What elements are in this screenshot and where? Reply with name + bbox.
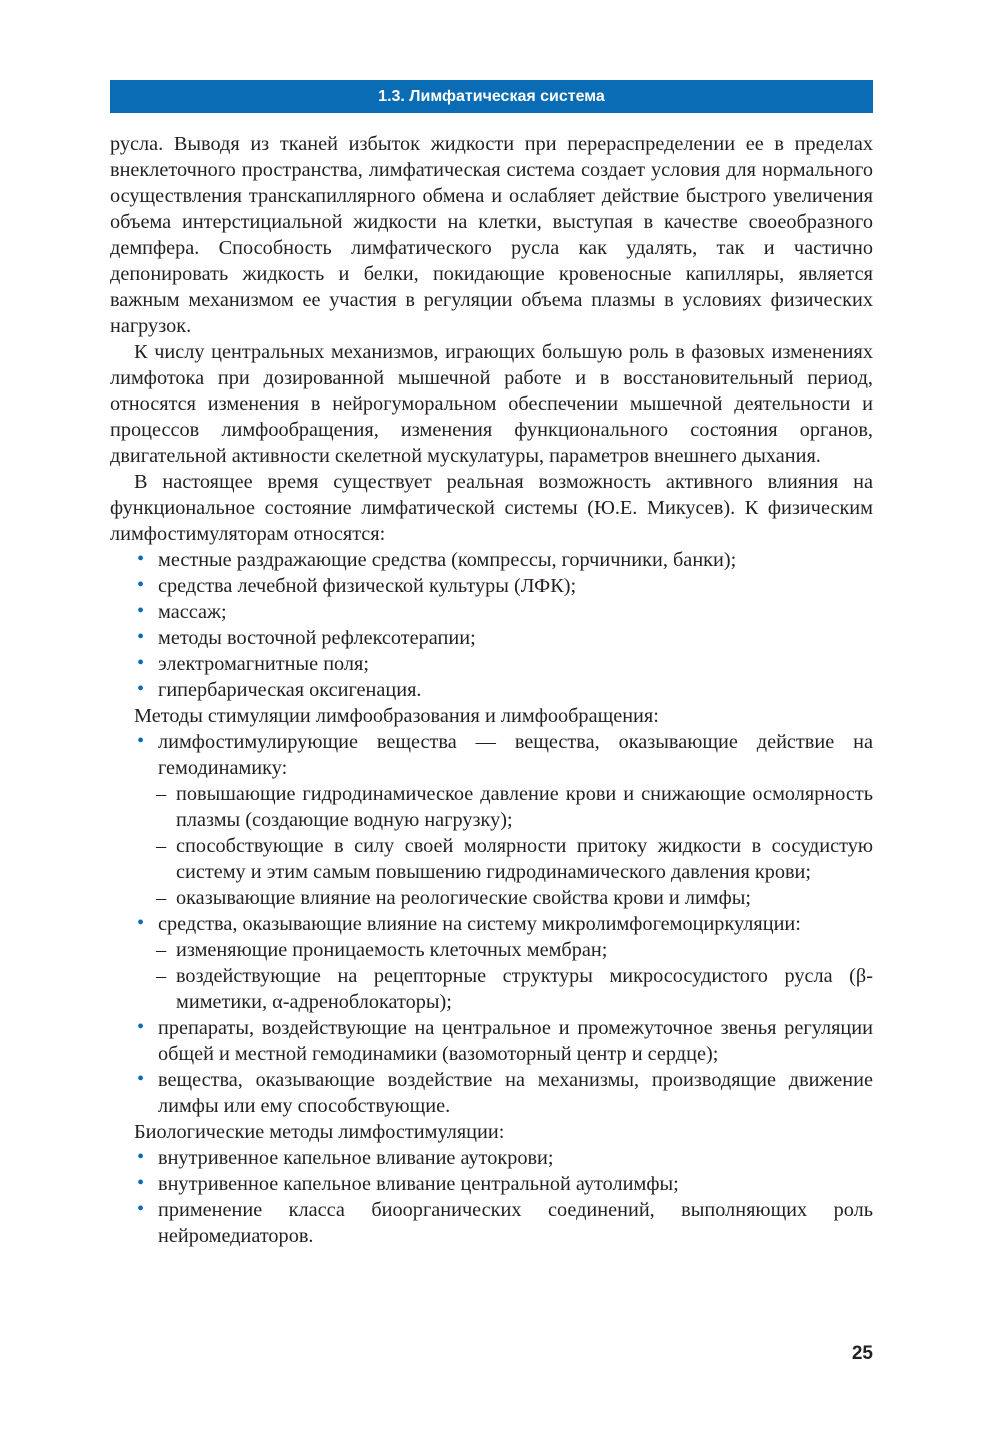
sub-list-item: – способствующие в силу своей молярности притоку жидкости в сосудистую систему и этим самым повышению гидродинамического давления крови; <box>110 833 873 885</box>
sub-list-item: – изменяющие проницаемость клеточных мембран; <box>110 937 873 963</box>
list-item: • электромагнитные поля; <box>110 651 873 677</box>
sub-list-item: – повышающие гидродинамическое давление крови и снижающие осмолярность плазмы (создающие водную нагрузку); <box>110 781 873 833</box>
list-item: • массаж; <box>110 599 873 625</box>
list-item: • местные раздражающие средства (компрессы, горчичники, банки); <box>110 547 873 573</box>
section-header-bar <box>110 80 873 113</box>
list-intro: Биологические методы лимфостимуляции: <box>134 1121 505 1143</box>
list-intro: Методы стимуляции лимфообразования и лимфообращения: <box>134 705 659 727</box>
list-item: • внутривенное капельное вливание центральной аутолимфы; <box>110 1171 873 1197</box>
sub-list-item: – оказывающие влияние на реологические свойства крови и лимфы; <box>110 885 873 911</box>
section-title: 1.3. Лимфатическая система <box>378 87 605 105</box>
list-item: • лимфостимулирующие вещества — вещества, оказывающие действие на гемодинамику: <box>110 729 873 781</box>
paragraph: К числу центральных механизмов, играющих большую роль в фазовых изменениях лимфотока при дозированной мышечной работе и в восстановительный период, относятся изменения в нейрогуморальном обеспечении мышечной деятельности и процессов лимфообращения, изменения функционального состояния органов, двигательной активности скелетной мускулатуры, параметров внешнего дыхания. <box>110 341 873 467</box>
paragraph: русла. Выводя из тканей избыток жидкости при перераспределении ее в пределах внеклеточного пространства, лимфатическая система создает условия для нормального осуществления транскапиллярного обмена и ослабляет действие быстрого увеличения объема интерстициальной жидкости на клетки, выступая в качестве своеобразного демпфера. Способность лимфатического русла как удалять, так и частично депонировать жидкость и белки, покидающие кровеносные капилляры, является важным механизмом ее участия в регуляции объема плазмы в условиях физических нагрузок. <box>110 133 873 337</box>
list-item: • внутривенное капельное вливание аутокрови; <box>110 1145 873 1171</box>
list-item: • вещества, оказывающие воздействие на механизмы, производящие движение лимфы или ему способствующие. <box>110 1067 873 1119</box>
page-body <box>110 131 873 1249</box>
sub-list-item: – воздействующие на рецепторные структуры микрососудистого русла (β-миметики, α-адреноблокаторы); <box>110 963 873 1015</box>
list-item: • применение класса биоорганических соединений, выполняющих роль нейромедиаторов. <box>110 1197 873 1249</box>
list-item: • гипербарическая оксигенация. <box>110 677 873 703</box>
list-item: • средства лечебной физической культуры (ЛФК); <box>110 573 873 599</box>
paragraph: В настоящее время существует реальная возможность активного влияния на функциональное состояние лимфатической системы (Ю.Е. Микусев). К физическим лимфостимуляторам относятся: <box>110 471 873 545</box>
list-item: • методы восточной рефлексотерапии; <box>110 625 873 651</box>
list-item: • средства, оказывающие влияние на систему микролимфогемоциркуляции: <box>110 911 873 937</box>
page-number: 25 <box>851 1343 873 1364</box>
list-item: • препараты, воздействующие на центральное и промежуточное звенья регуляции общей и местной гемодинамики (вазомоторный центр и сердце); <box>110 1015 873 1067</box>
